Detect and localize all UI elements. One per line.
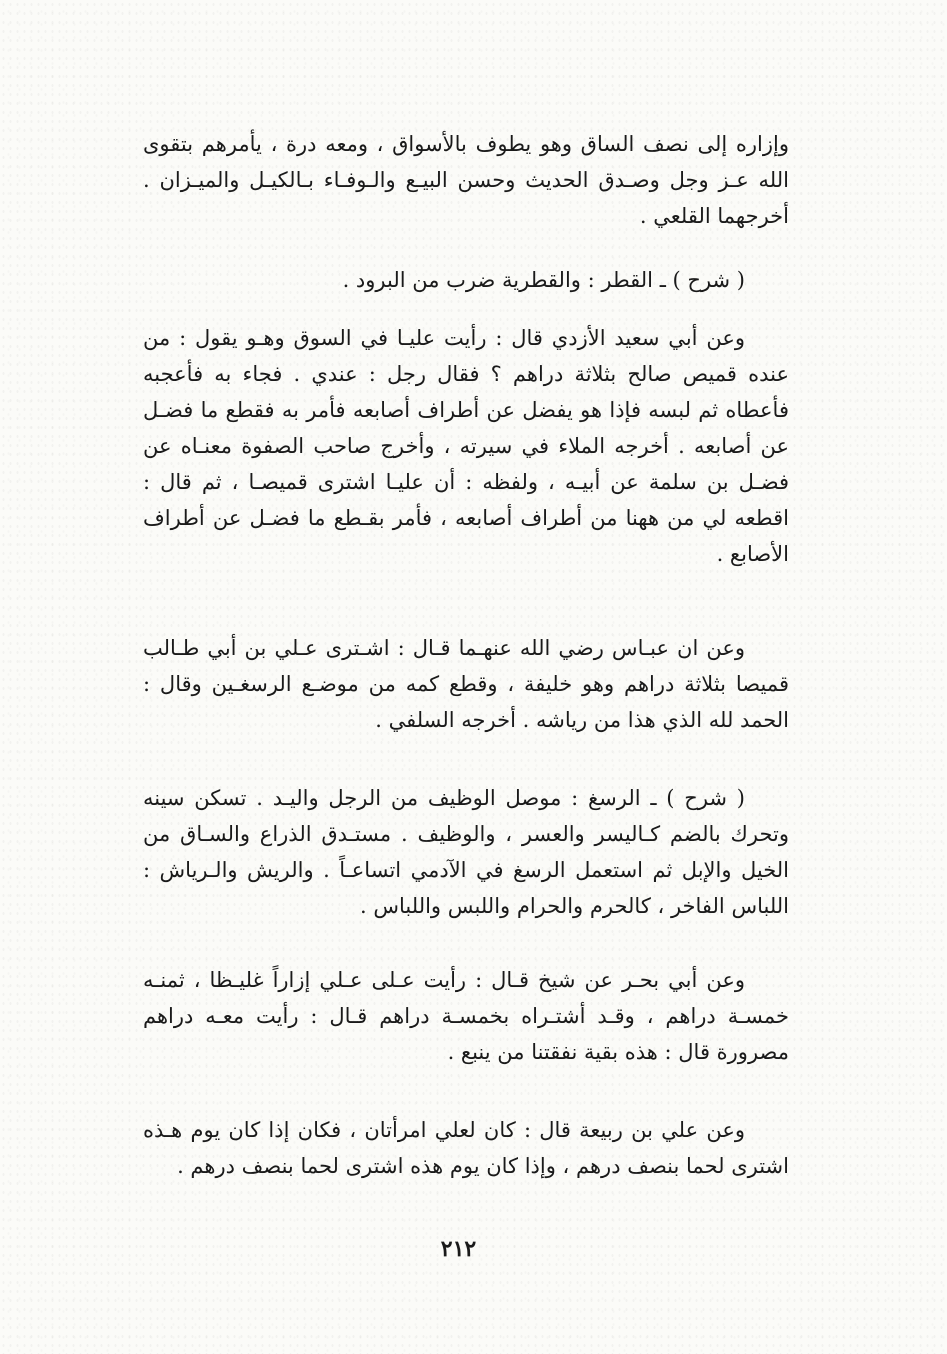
page-number: ٢١٢: [440, 1236, 477, 1262]
text-line: فأعطاه ثم لبسه فإذا هو يفضل عن أطراف أصابعه فأمر به فقطع ما فضـل: [143, 398, 789, 422]
text-line: وعن أبي بحـر عن شيخ قـال : رأيت عـلى عـلي إزاراً غليـظا ، ثمنـه: [143, 968, 745, 992]
text-line: أخرجهما القلعي .: [639, 204, 789, 228]
text-line: عنده قميص صالح بثلاثة دراهم ؟ فقال رجل : عندي . فجاء به فأعجبه: [143, 362, 789, 386]
text-line: قميصا بثلاثة دراهم وهو خليفة ، وقطع كمه من موضـع الرسغـين وقال :: [143, 672, 789, 696]
paragraph-2: [143, 262, 789, 298]
text-line: اقطعه لي من ههنا من أطراف أصابعه ، فأمر بقـطع ما فضـل عن أطراف: [143, 506, 789, 530]
text-line: اللباس الفاخر ، كالحرم والحرام واللبس واللباس .: [360, 894, 789, 918]
text-line: ( شرح ) ـ الرسغ : موصل الوظيف من الرجل واليـد . تسكن سينه: [143, 786, 745, 810]
text-line: الخيل والإبل ثم استعمل الرسغ في الآدمي اتساعـاً . والريش والـرياش :: [143, 858, 789, 882]
text-line: اشترى لحما بنصف درهم ، وإذا كان يوم هذه اشترى لحما بنصف درهم .: [177, 1154, 789, 1178]
text-line: مصرورة قال : هذه بقية نفقتنا من ينبع .: [447, 1040, 789, 1064]
paragraph-7: [143, 1112, 789, 1184]
text-line: الأصابع .: [716, 542, 789, 566]
text-line: الحمد لله الذي هذا من رياشه . أخرجه السلفي .: [375, 708, 789, 732]
paragraph-5: [143, 780, 789, 924]
text-line: وإزاره إلى نصف الساق وهو يطوف بالأسواق ، ومعه درة ، يأمرهم بتقوى: [143, 132, 789, 156]
text-line: ( شرح ) ـ القطر : والقطرية ضرب من البرود .: [342, 268, 745, 292]
paragraph-3: [143, 320, 789, 572]
paragraph-4: [143, 630, 789, 738]
paragraph-6: [143, 962, 789, 1070]
text-line: وعن أبي سعيد الأزدي قال : رأيت عليـا في السوق وهـو يقول : من: [143, 326, 745, 350]
text-line: فضـل بن سلمة عن أبيـه ، ولفظه : أن عليـا اشترى قميصـا ، ثم قال :: [143, 470, 789, 494]
text-line: وعن علي بن ربيعة قال : كان لعلي امرأتان ، فكان إذا كان يوم هـذه: [143, 1118, 745, 1142]
text-line: خمسـة دراهم ، وقـد أشتـراه بخمسـة دراهم قـال : رأيت معـه دراهم: [143, 1004, 789, 1028]
text-line: وتحرك بالضم كـاليسر والعسر ، والوظيف . مستـدق الذراع والسـاق من: [143, 822, 789, 846]
text-line: الله عـز وجل وصـدق الحديث وحسن البيـع والـوفـاء بـالكيـل والميـزان .: [143, 168, 789, 192]
text-line: عن أصابعه . أخرجه الملاء في سيرته ، وأخرج صاحب الصفوة معنـاه عن: [143, 434, 789, 458]
text-line: وعن ان عبـاس رضي الله عنهـما قـال : اشـترى عـلي بن أبي طـالب: [143, 636, 745, 660]
paragraph-1: [143, 126, 789, 234]
